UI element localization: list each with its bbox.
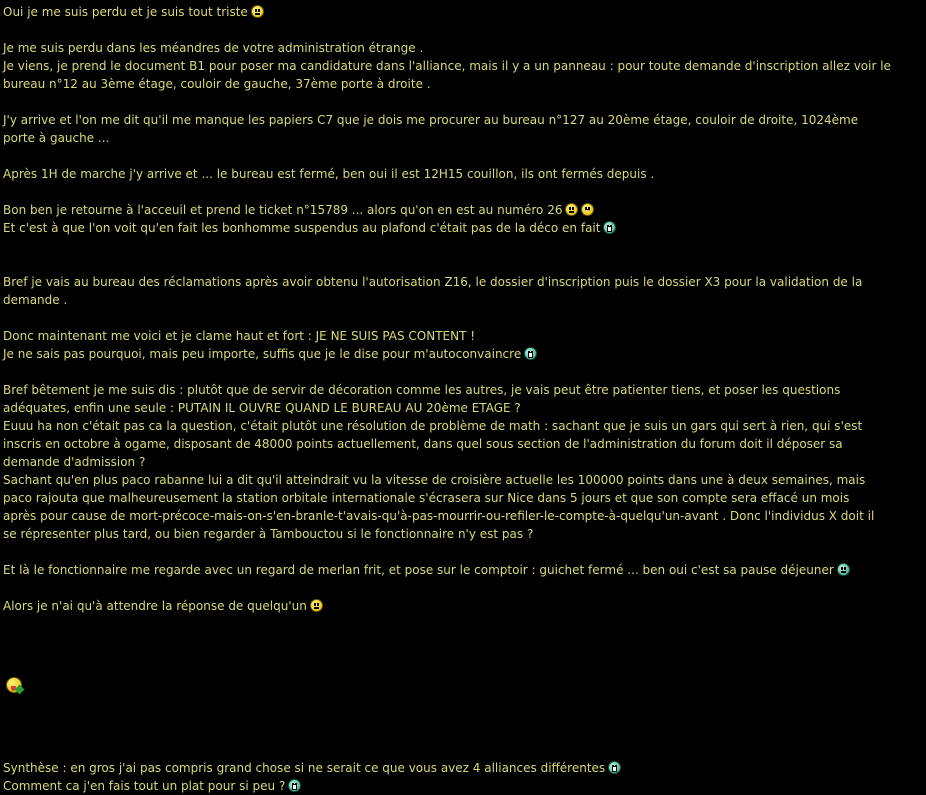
forum-post-body xyxy=(3,3,926,795)
post-line-text: après pour cause de mort-précoce-mais-on-s'en-branle-t'avais-qu'à-pas-mourrir-ou-refiler-le-compte-à-quelqu'un-avant . Donc l'individus X doit il xyxy=(3,509,875,523)
post-line-text: Je ne sais pas pourquoi, mais peu importe, suffis que je le dise pour m'autoconvaincre xyxy=(3,347,522,361)
confused-smiley-icon xyxy=(310,599,323,612)
confused-smiley-icon xyxy=(565,203,578,216)
grin-smiley-icon xyxy=(524,347,537,360)
post-line xyxy=(3,75,926,93)
tongue-smiley-icon xyxy=(5,675,23,693)
post-line-text: Et c'est à que l'on voit qu'en fait les bonhomme suspendus au plafond c'était pas de la déco en fait xyxy=(3,221,601,235)
post-line xyxy=(3,759,926,777)
post-line xyxy=(3,597,926,615)
post-line xyxy=(3,453,926,471)
post-line xyxy=(3,399,926,417)
post-line xyxy=(3,291,926,309)
post-line xyxy=(3,39,926,57)
post-line-text: Synthèse : en gros j'ai pas compris grand chose si ne serait ce que vous avez 4 alliances différentes xyxy=(3,761,606,775)
post-line xyxy=(3,669,926,687)
post-line-text: demande . xyxy=(3,293,68,307)
post-line xyxy=(3,165,926,183)
post-line xyxy=(3,435,926,453)
post-line-text: Bon ben je retourne à l'acceuil et prend le ticket n°15789 ... alors qu'on en est au numéro 26 xyxy=(3,203,563,217)
post-line xyxy=(3,111,926,129)
post-line xyxy=(3,561,926,579)
post-line xyxy=(3,219,926,237)
sick-smiley-icon xyxy=(837,563,850,576)
post-line xyxy=(3,129,926,147)
post-line-text: Bref bêtement je me suis dis : plutôt que de servir de décoration comme les autres, je vais peut être patienter tiens, et poser les questions xyxy=(3,383,841,397)
post-line-text: Bref je vais au bureau des réclamations après avoir obtenu l'autorisation Z16, le dossier d'inscription puis le dossier X3 pour la validation de la xyxy=(3,275,863,289)
confused-smiley-icon xyxy=(251,5,264,18)
post-line xyxy=(3,345,926,363)
post-line-text: bureau n°12 au 3ème étage, couloir de gauche, 37ème porte à droite . xyxy=(3,77,431,91)
post-line-text: J'y arrive et l'on me dit qu'il me manque les papiers C7 que je dois me procurer au bureau n°127 au 20ème étage, couloir de droite, 1024ème xyxy=(3,113,859,127)
post-line-text: Oui je me suis perdu et je suis tout triste xyxy=(3,5,248,19)
post-line-text: Sachant qu'en plus paco rabanne lui a dit qu'il atteindrait vu la vitesse de croisière actuelle les 100000 points dans une à deux semaines, mais xyxy=(3,473,866,487)
post-line-text: Alors je n'ai qu'à attendre la réponse de quelqu'un xyxy=(3,599,307,613)
post-line-text: Je viens, je prend le document B1 pour poser ma candidature dans l'alliance, mais il y a un panneau : pour toute demande d'inscription allez voir le xyxy=(3,59,891,73)
post-line xyxy=(3,525,926,543)
post-line-text: Je me suis perdu dans les méandres de votre administration étrange . xyxy=(3,41,424,55)
post-line xyxy=(3,273,926,291)
post-line-text: se répresenter plus tard, ou bien regarder à Tambouctou si le fonctionnaire n'y est pas ? xyxy=(3,527,534,541)
post-line-text: demande d'admission ? xyxy=(3,455,146,469)
post-line xyxy=(3,327,926,345)
post-line-text: Comment ca j'en fais tout un plat pour si peu ? xyxy=(3,779,286,793)
post-line-text: Donc maintenant me voici et je clame haut et fort : JE NE SUIS PAS CONTENT ! xyxy=(3,329,476,343)
sad-smiley-icon xyxy=(581,203,594,216)
post-line xyxy=(3,57,926,75)
post-line-text: inscris en octobre à ogame, disposant de 48000 points actuellement, dans quel sous section de l'administration du forum doit il déposer sa xyxy=(3,437,843,451)
post-line-text: Euuu ha non c'était pas ca la question, c'était plutôt une résolution de problème de math : sachant que je suis un gars qui sert à rien, qui s'est xyxy=(3,419,863,433)
post-line xyxy=(3,471,926,489)
post-line xyxy=(3,777,926,795)
post-line xyxy=(3,3,926,21)
post-line xyxy=(3,489,926,507)
post-line-text: Après 1H de marche j'y arrive et ... le bureau est fermé, ben oui il est 12H15 couillon, ils ont fermés depuis . xyxy=(3,167,655,181)
grin-smiley-icon xyxy=(288,779,301,792)
post-line xyxy=(3,201,926,219)
grin-smiley-icon xyxy=(608,761,621,774)
grin-smiley-icon xyxy=(603,221,616,234)
post-line xyxy=(3,381,926,399)
post-line xyxy=(3,507,926,525)
post-line xyxy=(3,417,926,435)
post-line-text: paco rajouta que malheureusement la station orbitale internationale s'écrasera sur Nice dans 5 jours et que son compte sera effacé un mois xyxy=(3,491,850,505)
post-line-text: Et là le fonctionnaire me regarde avec un regard de merlan frit, et pose sur le comptoir : guichet fermé ... ben oui c'est sa pause déjeuner xyxy=(3,563,834,577)
post-line-text: adéquates, enfin une seule : PUTAIN IL OUVRE QUAND LE BUREAU AU 20ème ETAGE ? xyxy=(3,401,521,415)
post-line-text: porte à gauche ... xyxy=(3,131,110,145)
